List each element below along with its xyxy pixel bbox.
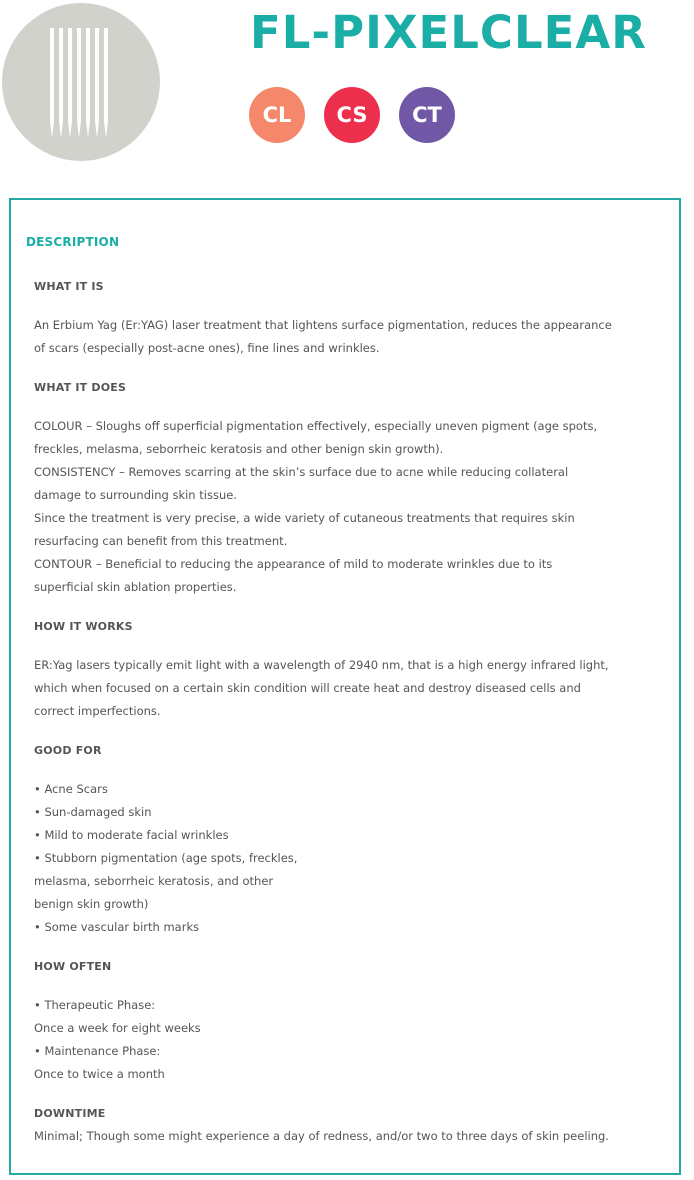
text-line: superficial skin ablation properties. (34, 580, 237, 594)
list-item: benign skin growth) (34, 897, 149, 911)
text-line: of scars (especially post-acne ones), fine lines and wrinkles. (34, 341, 380, 355)
list-item: • Sun-damaged skin (34, 805, 152, 819)
text-line: CONTOUR – Beneficial to reducing the appearance of mild to moderate wrinkles due to its (34, 557, 553, 571)
text-line: which when focused on a certain skin condition will create heat and destroy diseased cells and (34, 681, 581, 695)
text-line: An Erbium Yag (Er:YAG) laser treatment that lightens surface pigmentation, reduces the appearance (34, 318, 612, 332)
section-title-downtime: DOWNTIME (34, 1107, 106, 1120)
text-line: COLOUR – Sloughs off superficial pigmentation effectively, especially uneven pigment (age spots, (34, 419, 598, 433)
list-item: • Some vascular birth marks (34, 920, 200, 934)
list-item: • Maintenance Phase: (34, 1044, 161, 1058)
list-item: • Acne Scars (34, 782, 108, 796)
text-line: ER:Yag lasers typically emit light with a wavelength of 2940 nm, that is a high energy infrared light, (34, 658, 609, 672)
logo (2, 3, 160, 161)
text-line: correct imperfections. (34, 704, 161, 718)
list-item: melasma, seborrheic keratosis, and other (34, 874, 274, 888)
section-title-good-for: GOOD FOR (34, 744, 102, 757)
section-title-what-it-is: WHAT IT IS (34, 280, 104, 293)
page-title: FL-PIXELCLEAR (250, 6, 647, 59)
list-item: Once to twice a month (34, 1067, 165, 1081)
text-line: Minimal; Though some might experience a day of redness, and/or two to three days of skin peeling. (34, 1129, 609, 1143)
text-line: resurfacing can benefit from this treatment. (34, 534, 288, 548)
description-heading: DESCRIPTION (26, 235, 120, 249)
description-panel (9, 198, 681, 1175)
text-line: damage to surrounding skin tissue. (34, 488, 237, 502)
text-line: CONSISTENCY – Removes scarring at the skin’s surface due to acne while reducing collateral (34, 465, 569, 479)
text-line: freckles, melasma, seborrheic keratosis and other benign skin growth). (34, 442, 444, 456)
badge-cl: CL (249, 87, 305, 143)
description-content (34, 275, 664, 1148)
section-title-what-it-does: WHAT IT DOES (34, 381, 127, 394)
list-item: • Therapeutic Phase: (34, 998, 156, 1012)
text-line: Since the treatment is very precise, a wide variety of cutaneous treatments that requires skin (34, 511, 575, 525)
list-item: • Stubborn pigmentation (age spots, freckles, (34, 851, 298, 865)
section-title-how-often: HOW OFTEN (34, 960, 112, 973)
laser-needles-icon (2, 3, 160, 161)
section-title-how-it-works: HOW IT WORKS (34, 620, 133, 633)
badge-cs: CS (324, 87, 380, 143)
list-item: • Mild to moderate facial wrinkles (34, 828, 229, 842)
list-item: Once a week for eight weeks (34, 1021, 201, 1035)
badge-ct: CT (399, 87, 455, 143)
